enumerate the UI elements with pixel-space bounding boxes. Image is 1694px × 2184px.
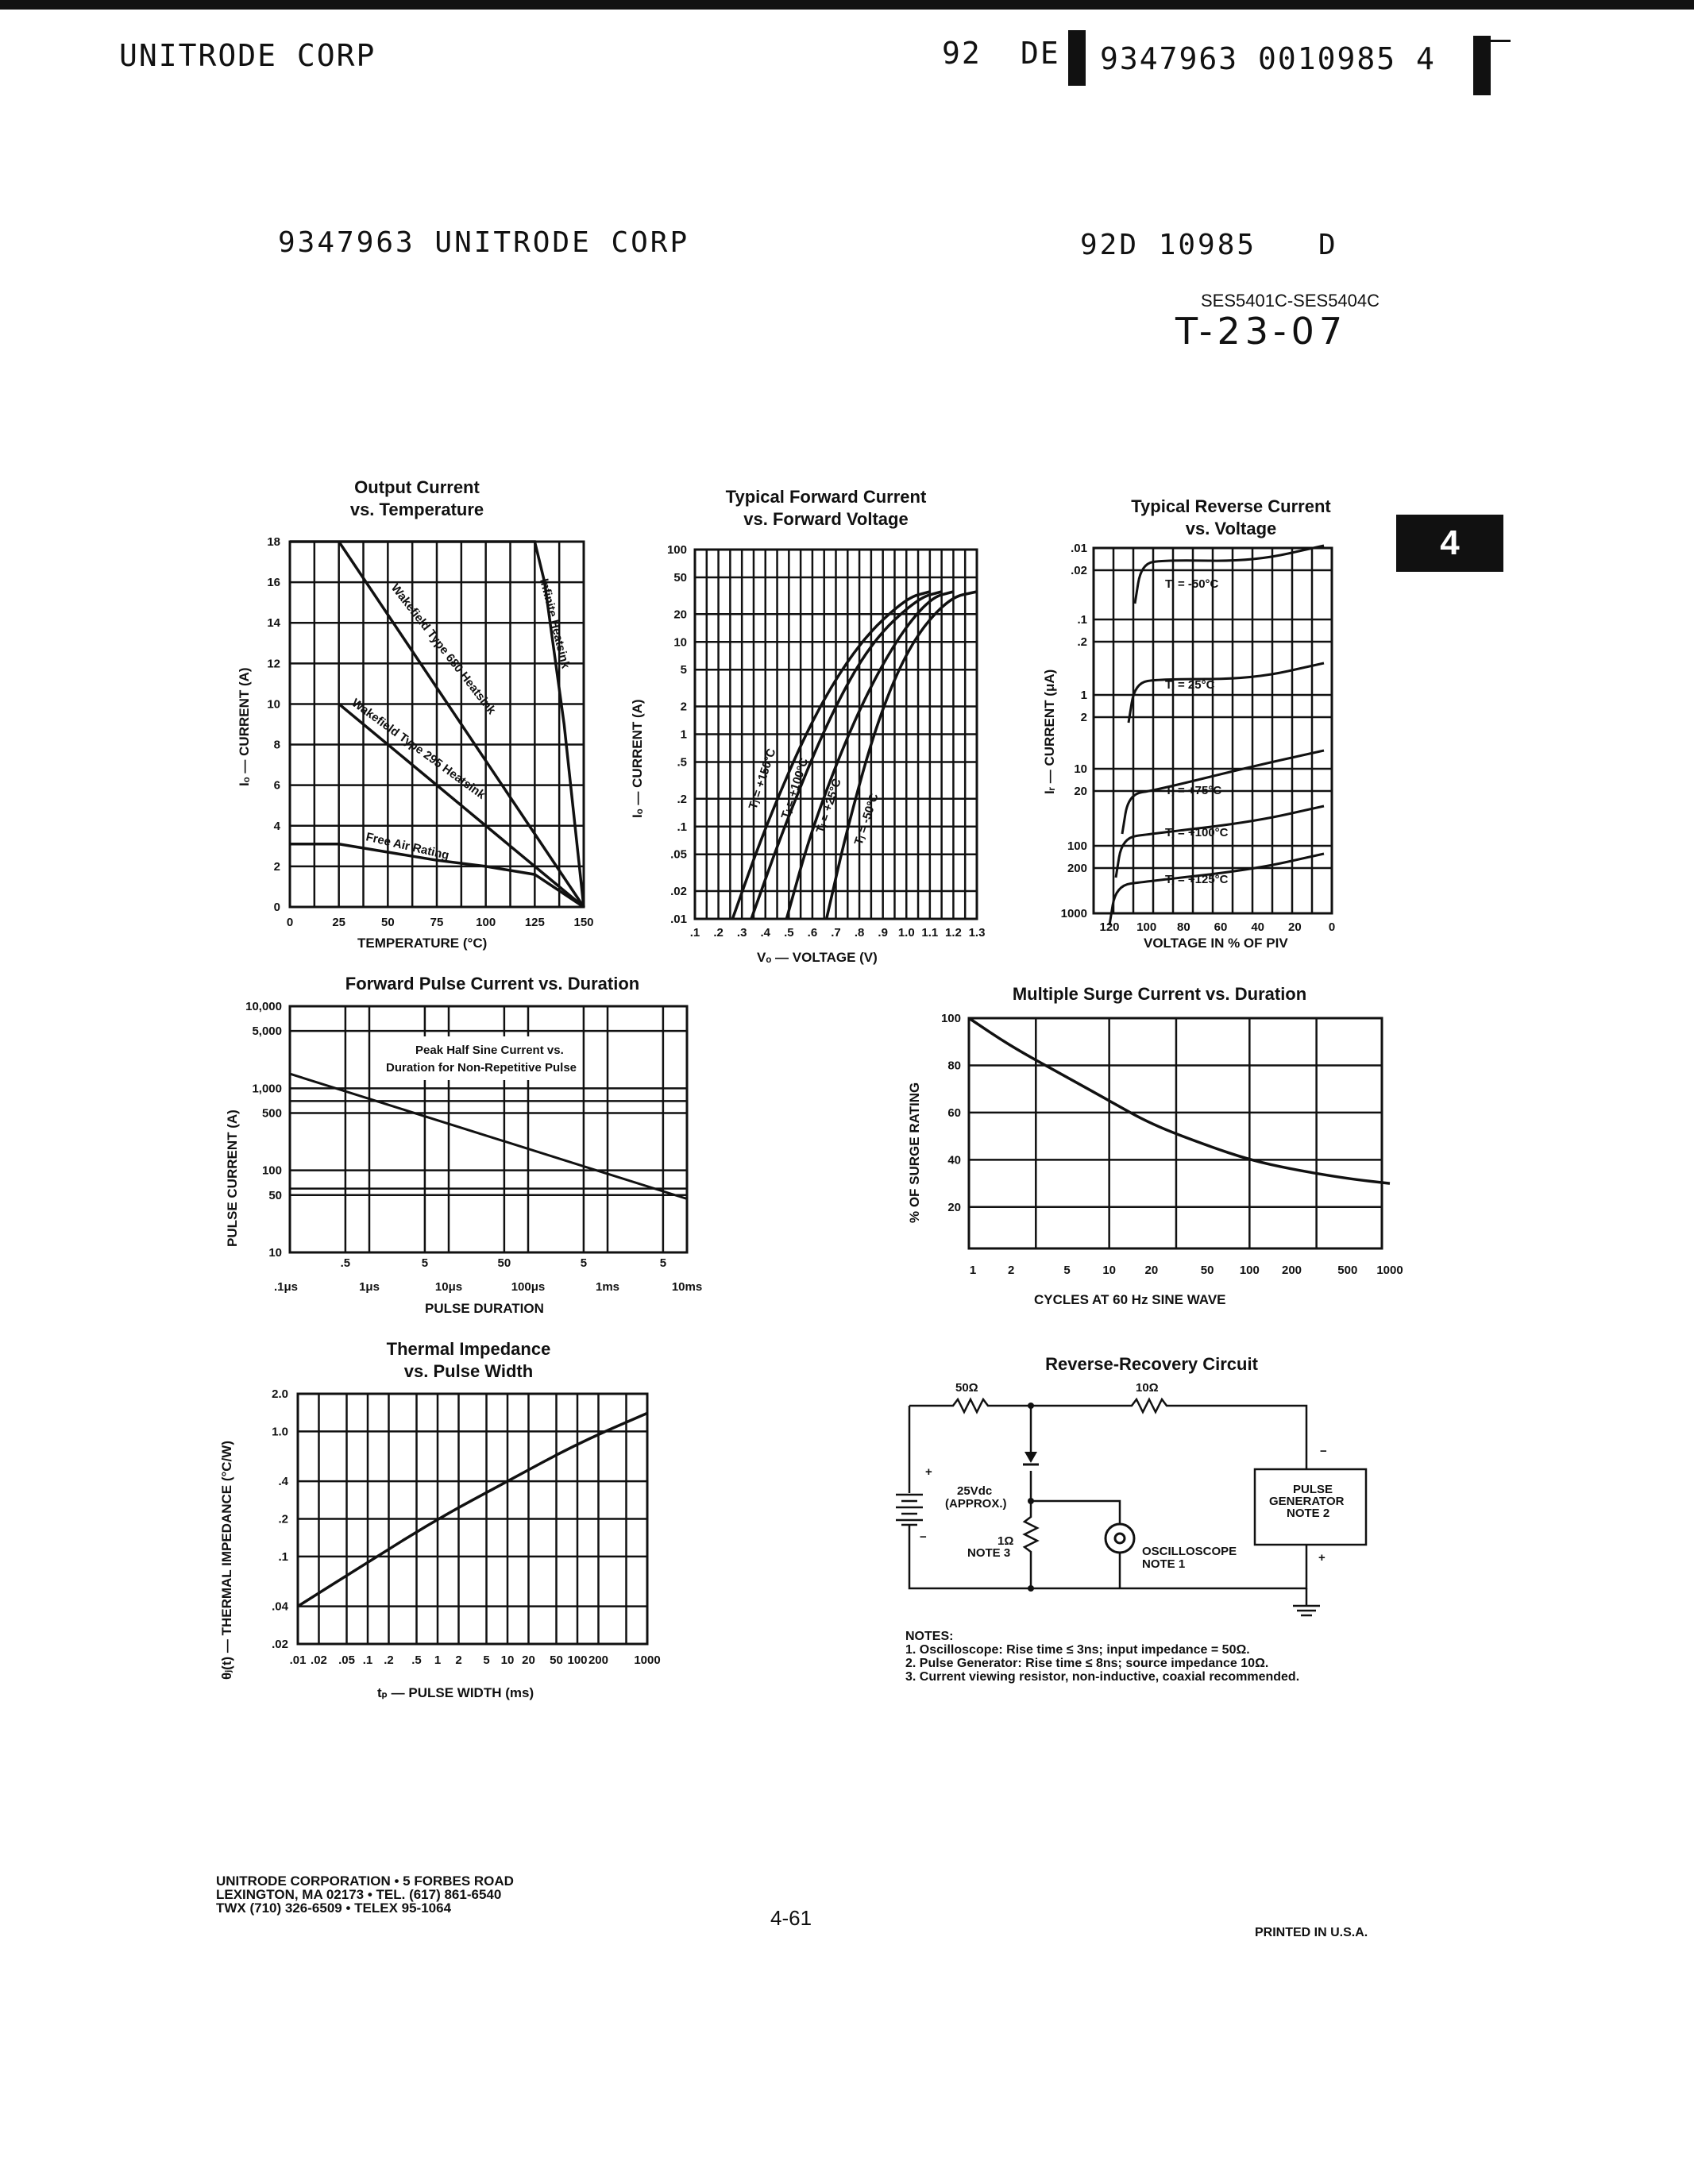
top-company: UNITRODE CORP — [119, 38, 376, 73]
header-block — [1068, 30, 1086, 86]
c4-xtick: .1μs — [273, 1280, 299, 1294]
c5-ytick: 40 — [947, 1153, 961, 1167]
c2-xtick: .3 — [736, 926, 747, 940]
chart1-xlabel: TEMPERATURE (°C) — [357, 936, 488, 951]
c2-xtick: .6 — [807, 926, 818, 940]
top-code3: 9347963 0010985 4 — [1100, 41, 1436, 76]
c4-ytick: 500 — [261, 1106, 282, 1121]
circuit-r2: 10Ω — [1136, 1381, 1159, 1395]
chart3-title-l1: Typical Reverse Current — [1131, 496, 1331, 516]
c1-xtick: 125 — [524, 916, 545, 929]
chart2-ylabel: Iₒ — CURRENT (A) — [630, 699, 645, 818]
c3-ytick: 100 — [1067, 839, 1087, 853]
c3-ytick: .2 — [1077, 635, 1087, 649]
c3-ytick: 2 — [1080, 711, 1087, 724]
c3-ytick: .1 — [1077, 613, 1087, 627]
c4-xtick-top: 5 — [580, 1256, 588, 1270]
c4-ytick: 5,000 — [252, 1024, 282, 1039]
c1-ytick: 6 — [273, 778, 280, 793]
c2-ytick: .05 — [670, 847, 687, 862]
chart5 — [929, 1009, 1403, 1279]
c3-ytick: .02 — [1071, 564, 1087, 577]
c2-ytick: 2 — [680, 700, 687, 714]
c5-xtick: 2 — [1008, 1264, 1015, 1277]
c6-series-0 — [298, 1413, 647, 1606]
c6-xtick: 1000 — [634, 1653, 661, 1667]
c6-xtick: .2 — [384, 1653, 394, 1667]
top-code2: DE — [1021, 36, 1060, 71]
note-2: 2. Pulse Generator: Rise time ≤ 8ns; source impedance 10Ω. — [905, 1657, 1269, 1670]
c1-ytick: 4 — [273, 819, 280, 833]
notes-heading: NOTES: — [905, 1630, 954, 1643]
chart3 — [1060, 540, 1370, 937]
c3-xtick: 0 — [1328, 920, 1336, 934]
c2-xtick: 1.2 — [944, 926, 962, 940]
c4-xtick: 10ms — [671, 1280, 703, 1294]
circuit-plus-left: + — [925, 1465, 932, 1479]
circuit-minus-left: − — [920, 1530, 927, 1544]
c2-xtick: .7 — [831, 926, 841, 940]
chart5-ylabel: % OF SURGE RATING — [907, 1082, 922, 1223]
page-number: 4-61 — [770, 1906, 812, 1930]
c2-xtick: .9 — [878, 926, 888, 940]
chart1-title — [302, 477, 532, 521]
chart1-ylabel: Iₒ — CURRENT (A) — [237, 667, 252, 786]
c6-ytick: .4 — [278, 1475, 288, 1489]
section-tab-label: 4 — [1440, 523, 1460, 562]
chart3-title-l2: vs. Voltage — [1185, 519, 1277, 538]
c6-xtick: .1 — [362, 1653, 373, 1667]
circuit-r3-l2: NOTE 3 — [967, 1546, 1011, 1560]
footer-line3: TWX (710) 326-6509 • TELEX 95-1064 — [216, 1900, 452, 1916]
chart6 — [238, 1386, 667, 1688]
chart3-title — [1104, 496, 1358, 540]
chart6-ylabel: θⱼ(t) — THERMAL IMPEDANCE (°C/W) — [219, 1440, 234, 1680]
c2-xtick: 1.1 — [921, 926, 939, 940]
c2-ytick: 100 — [666, 543, 687, 557]
chart2-title-l2: vs. Forward Voltage — [743, 509, 909, 529]
c5-xtick: 50 — [1200, 1264, 1214, 1277]
c6-xtick: .02 — [311, 1653, 327, 1667]
c1-xtick: 25 — [332, 916, 346, 929]
header-right-line — [1491, 40, 1511, 42]
c4-ytick: 1,000 — [252, 1082, 282, 1096]
c3-xtick: 120 — [1099, 920, 1120, 934]
c3-label-125: Tⱼ = +125°C — [1165, 873, 1229, 886]
c2-xtick: 1.0 — [897, 926, 915, 940]
part-number: SES5401C-SES5404C — [1201, 291, 1380, 311]
circuit-gen-l3: NOTE 2 — [1287, 1507, 1330, 1520]
chart6-title-l2: vs. Pulse Width — [403, 1361, 534, 1381]
c4-xtick: 100μs — [511, 1280, 546, 1294]
c4-xtick: 1μs — [359, 1280, 380, 1294]
c5-series-0 — [969, 1018, 1390, 1183]
c6-xtick: 2 — [455, 1653, 462, 1667]
c3-xtick: 100 — [1136, 920, 1157, 934]
c6-ytick: 2.0 — [272, 1387, 288, 1401]
c2-ytick: 20 — [673, 608, 687, 622]
c5-ytick: 80 — [947, 1059, 961, 1073]
c4-series-0 — [290, 1074, 687, 1198]
c2-xtick: 1.3 — [968, 926, 986, 940]
c1-label-free: Free Air Rating — [365, 830, 451, 862]
c1-xtick: 0 — [286, 916, 294, 929]
c2-ytick: .01 — [670, 913, 687, 926]
c1-ytick: 10 — [267, 697, 280, 712]
c3-label-100: Tⱼ = +100°C — [1165, 826, 1229, 839]
c4-annot-l2: Duration for Non-Repetitive Pulse — [386, 1061, 577, 1075]
c5-xtick: 10 — [1102, 1264, 1117, 1277]
footer-address — [216, 1874, 514, 1915]
chart2 — [659, 540, 993, 945]
circuit-supply-l1: 25Vdc — [957, 1484, 993, 1498]
c1-xtick: 50 — [380, 916, 395, 929]
c4-xtick: 1ms — [595, 1280, 620, 1294]
chart4-ylabel: PULSE CURRENT (A) — [225, 1109, 240, 1247]
c4-xtick-top: .5 — [340, 1256, 351, 1270]
c6-ytick: .04 — [272, 1599, 288, 1614]
circuit-plus-right: + — [1318, 1551, 1325, 1565]
c3-xtick: 40 — [1251, 920, 1265, 934]
c1-label-295: Wakefield Type 295 Heatsink — [349, 696, 488, 802]
c6-xtick: .01 — [289, 1653, 307, 1667]
notes — [905, 1630, 1299, 1684]
printed-in: PRINTED IN U.S.A. — [1255, 1926, 1368, 1939]
c5-xtick: 5 — [1063, 1264, 1071, 1277]
c2-xtick: .5 — [784, 926, 794, 940]
c3-series-0 — [1135, 546, 1324, 604]
chart2-title-l1: Typical Forward Current — [725, 487, 927, 507]
c6-xtick: 50 — [550, 1653, 563, 1667]
c3-ytick: 1 — [1080, 689, 1087, 702]
c5-ytick: 100 — [940, 1012, 961, 1025]
c1-xtick: 150 — [573, 916, 594, 929]
header-left: 9347963 UNITRODE CORP — [278, 226, 690, 259]
c4-xtick-top: 5 — [421, 1256, 429, 1270]
chart5-title — [985, 983, 1334, 1005]
c6-xtick: 10 — [500, 1653, 515, 1667]
circuit-scope-l1: OSCILLOSCOPE — [1142, 1545, 1237, 1558]
circuit-diagram — [889, 1374, 1398, 1620]
c6-xtick: 200 — [588, 1653, 609, 1667]
chart1-title-l2: vs. Temperature — [349, 500, 484, 519]
c1-xtick: 75 — [430, 916, 444, 929]
chart5-xlabel: CYCLES AT 60 Hz SINE WAVE — [1034, 1292, 1226, 1307]
c5-xtick: 1 — [969, 1264, 977, 1277]
c2-ytick: 10 — [673, 635, 687, 650]
c3-label-25: Tⱼ = 25°C — [1165, 678, 1215, 692]
c2-ytick: .02 — [670, 885, 687, 899]
c6-xtick: 1 — [434, 1653, 442, 1667]
chart1-title-l1: Output Current — [354, 477, 480, 497]
top-code1: 92 — [942, 36, 982, 71]
c5-xtick: 500 — [1337, 1264, 1358, 1277]
c6-ytick: .1 — [278, 1549, 288, 1564]
footer-line1: UNITRODE CORPORATION • 5 FORBES ROAD — [216, 1873, 514, 1889]
c3-xtick: 20 — [1287, 920, 1302, 934]
c6-ytick: 1.0 — [272, 1425, 288, 1439]
circuit-title: Reverse-Recovery Circuit — [1045, 1354, 1258, 1374]
c5-xtick: 20 — [1144, 1264, 1159, 1277]
diode-symbol — [1025, 1452, 1037, 1463]
c1-ytick: 14 — [267, 616, 280, 631]
c3-xtick: 80 — [1176, 920, 1190, 934]
c3-series-1 — [1129, 663, 1324, 723]
c1-label-680: Wakefield Type 680 Heatsink — [388, 581, 499, 717]
c2-ytick: .1 — [677, 820, 687, 834]
c1-ytick: 8 — [273, 738, 280, 752]
c3-label-75: Tⱼ = +75°C — [1165, 784, 1222, 797]
circuit-gen-l2: GENERATOR — [1269, 1495, 1345, 1508]
chart6-xlabel: tₚ — PULSE WIDTH (ms) — [377, 1685, 534, 1700]
chart2-title — [699, 486, 953, 531]
c5-ytick: 60 — [947, 1106, 961, 1120]
c2-xtick: .4 — [760, 926, 771, 940]
c2-series-1 — [751, 592, 942, 919]
c1-xtick: 100 — [476, 916, 496, 929]
c2-ytick: 5 — [680, 663, 687, 677]
c6-xtick: 20 — [522, 1653, 535, 1667]
c3-ytick: 10 — [1074, 762, 1087, 776]
c2-xtick: .8 — [854, 926, 865, 940]
c4-xtick: 10μs — [434, 1280, 463, 1294]
c5-xtick: 200 — [1281, 1264, 1302, 1277]
c4-ytick: 10 — [268, 1246, 282, 1260]
header-right-bar — [1473, 36, 1491, 95]
c1-ytick: 18 — [267, 535, 280, 549]
c6-xtick: 5 — [483, 1653, 490, 1667]
c4-ytick: 10,000 — [245, 1000, 282, 1013]
c4-ytick: 50 — [268, 1188, 282, 1202]
c1-label-infinite: Infinite Heatsink — [537, 577, 573, 670]
circuit-r1: 50Ω — [955, 1381, 978, 1395]
note-1: 1. Oscilloscope: Rise time ≤ 3ns; input impedance = 50Ω. — [905, 1643, 1250, 1657]
c2-label-25: Tⱼ = +25°C — [813, 777, 844, 835]
c6-ytick: .2 — [278, 1512, 288, 1526]
circuit-gen-l1: PULSE — [1293, 1483, 1333, 1496]
c2-label-150: Tⱼ = +150°C — [746, 747, 779, 812]
c3-ytick: 1000 — [1060, 907, 1087, 920]
c5-xtick: 1000 — [1376, 1264, 1403, 1277]
c2-xtick: .1 — [689, 926, 700, 940]
c2-xtick: .2 — [713, 926, 724, 940]
chart5-title-l1: Multiple Surge Current vs. Duration — [1012, 984, 1307, 1004]
c5-ytick: 20 — [947, 1200, 961, 1214]
c2-label-100: Tⱼ = +100°C — [778, 756, 812, 821]
chart6-title — [349, 1338, 588, 1383]
c3-ytick: 200 — [1067, 862, 1087, 875]
c3-xtick: 60 — [1214, 920, 1228, 934]
c1-ytick: 2 — [273, 859, 280, 874]
c2-series-0 — [732, 592, 930, 919]
oscilloscope-symbol — [1106, 1524, 1134, 1553]
chart3-xlabel: VOLTAGE IN % OF PIV — [1144, 936, 1288, 951]
top-border — [0, 0, 1694, 10]
c4-annot-l1: Peak Half Sine Current vs. — [415, 1044, 564, 1057]
c2-ytick: 50 — [673, 570, 687, 585]
c4-ytick: 100 — [261, 1163, 282, 1178]
c1-ytick: 12 — [267, 657, 280, 671]
circuit-scope-l2: NOTE 1 — [1142, 1557, 1186, 1571]
chart2-xlabel: Vₒ — VOLTAGE (V) — [757, 950, 878, 965]
circuit-r3-l1: 1Ω — [997, 1534, 1014, 1548]
chart3-ylabel: Iᵣ — CURRENT (μA) — [1042, 669, 1057, 794]
c2-ytick: .2 — [677, 792, 687, 806]
c2-label-m50: Tⱼ = -50°C — [851, 791, 882, 847]
chart6-title-l1: Thermal Impedance — [386, 1339, 551, 1359]
c3-label-m50: Tⱼ = -50°C — [1165, 577, 1219, 591]
c4-xtick-top: 50 — [497, 1256, 511, 1270]
chart4-title-l1: Forward Pulse Current vs. Duration — [345, 974, 640, 994]
header-mid: 92D 10985 — [1080, 229, 1257, 261]
header-right: D — [1318, 229, 1336, 261]
chart4-xlabel: PULSE DURATION — [425, 1301, 544, 1316]
c6-xtick: .05 — [338, 1653, 355, 1667]
c2-ytick: .5 — [677, 755, 687, 770]
c1-ytick: 16 — [267, 576, 280, 590]
chart4 — [230, 997, 739, 1314]
c4-xtick-top: 5 — [659, 1256, 667, 1270]
c6-xtick: 100 — [567, 1653, 588, 1667]
circuit-minus-right: − — [1320, 1445, 1327, 1458]
c1-ytick: 0 — [273, 901, 280, 914]
chart4-title — [318, 973, 667, 995]
c3-ytick: .01 — [1071, 542, 1087, 555]
circuit-supply-l2: (APPROX.) — [945, 1497, 1007, 1511]
handwritten-code: T-23-07 — [1175, 310, 1348, 353]
c5-xtick: 100 — [1239, 1264, 1260, 1277]
c3-ytick: 20 — [1074, 785, 1087, 798]
chart1 — [262, 532, 612, 929]
note-3: 3. Current viewing resistor, non-inductive, coaxial recommended. — [905, 1670, 1300, 1684]
footer-line2: LEXINGTON, MA 02173 • TEL. (617) 861-6540 — [216, 1887, 502, 1902]
c6-ytick: .02 — [272, 1638, 288, 1651]
section-tab — [1396, 515, 1503, 572]
c6-xtick: .5 — [411, 1653, 422, 1667]
c2-ytick: 1 — [680, 727, 687, 742]
